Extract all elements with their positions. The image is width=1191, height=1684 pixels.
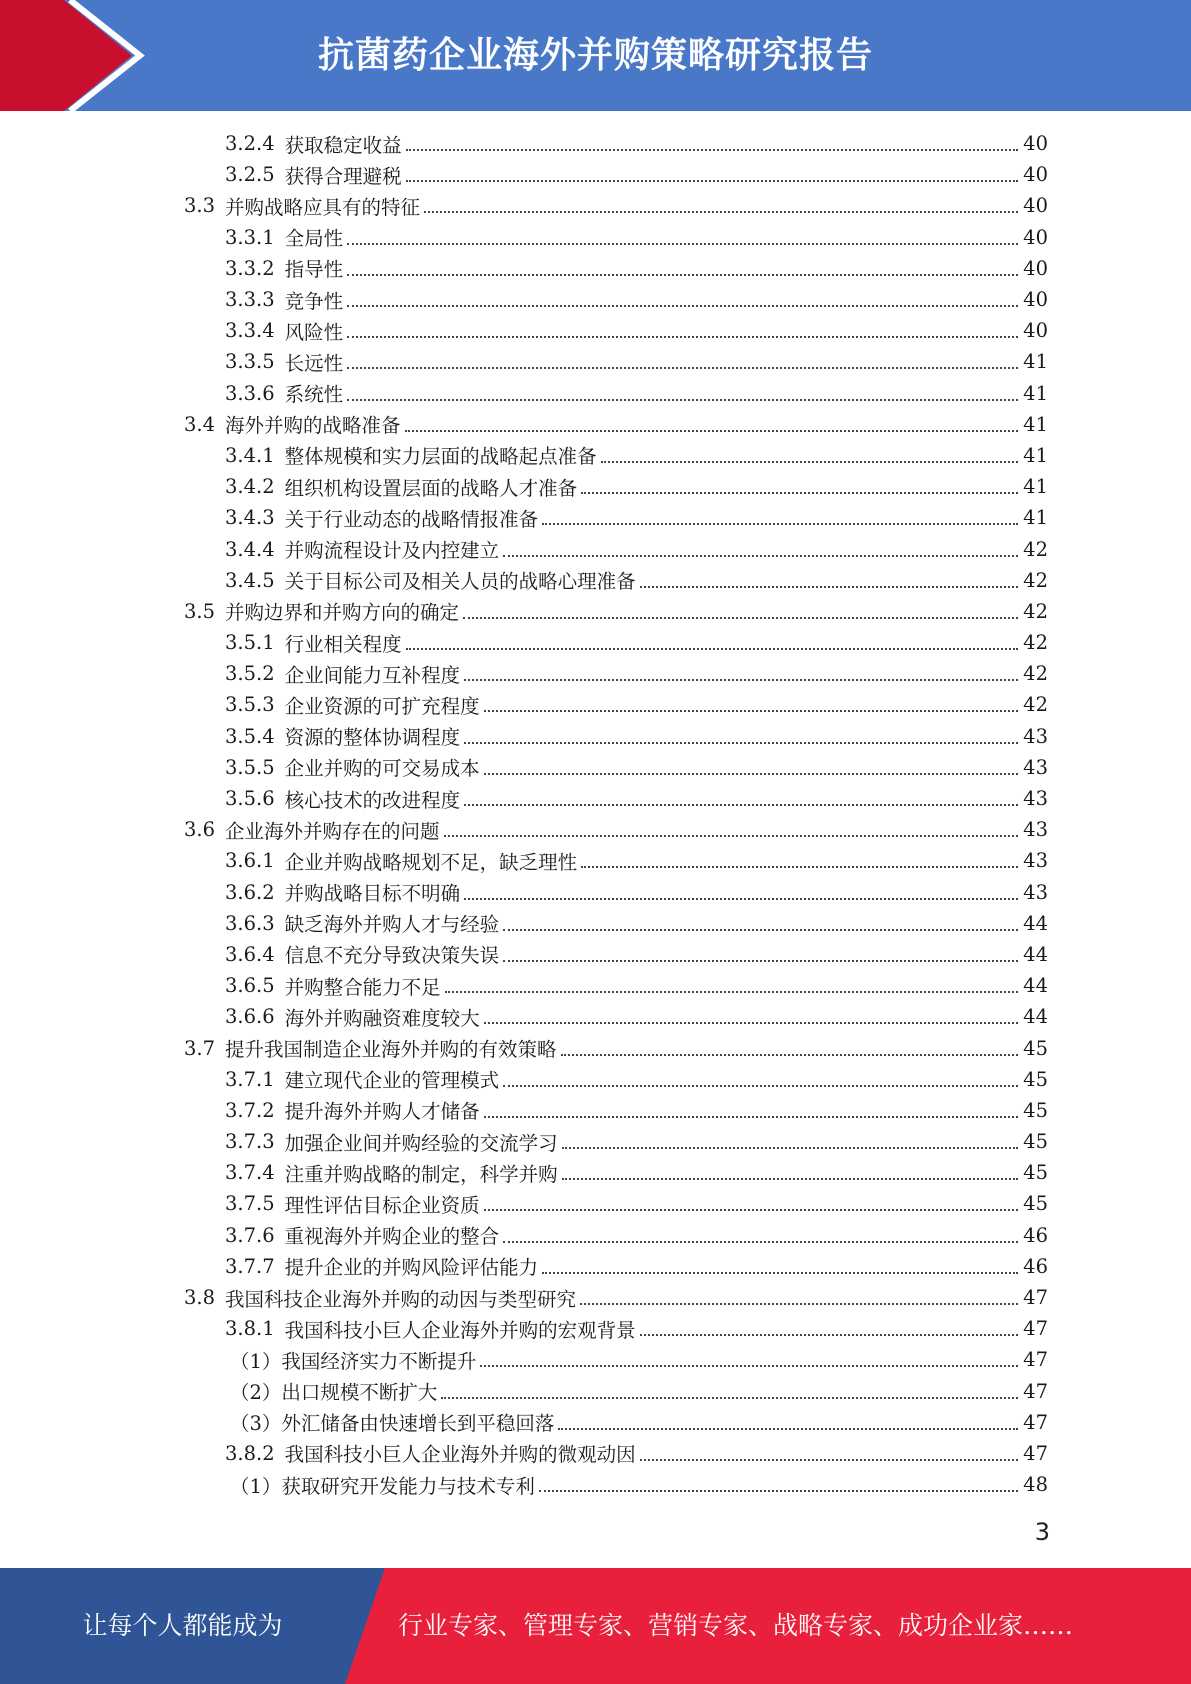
toc-entry-title: 信息不充分导致决策失误 [284, 944, 500, 968]
toc-entry-page: 45 [1023, 1067, 1048, 1091]
toc-dot-leader [503, 928, 1018, 931]
toc-entry-number: 3.6.6 [225, 1005, 275, 1029]
toc-entry-page: 43 [1023, 724, 1048, 748]
toc-dot-leader [406, 179, 1018, 182]
toc-entry[interactable] [0, 565, 1191, 596]
toc-entry-page: 41 [1023, 381, 1048, 405]
toc-dot-leader [601, 460, 1018, 463]
toc-entry-number: 3.5.4 [225, 724, 275, 748]
toc-entry-number: 3.7.6 [225, 1223, 275, 1247]
toc-dot-leader [464, 678, 1018, 681]
footer-slogan-right: 行业专家、管理专家、营销专家、战略专家、成功企业家…… [398, 1611, 1074, 1640]
toc-entry[interactable] [0, 440, 1191, 471]
toc-dot-leader [558, 1427, 1018, 1430]
toc-entry-number: 3.3.6 [225, 381, 275, 405]
toc-entry-number: 3.4.5 [225, 568, 275, 592]
toc-entry-page: 41 [1023, 475, 1048, 499]
toc-entry-page: 41 [1023, 412, 1048, 436]
toc-entry-page: 46 [1023, 1254, 1048, 1278]
toc-entry-number: 3.7.2 [225, 1098, 275, 1122]
toc-entry[interactable] [0, 721, 1191, 752]
toc-entry[interactable] [0, 253, 1191, 284]
toc-entry-number: 3.8.2 [225, 1441, 275, 1465]
footer-slogan-left: 让每个人都能成为 [82, 1611, 283, 1640]
toc-entry[interactable] [0, 378, 1191, 409]
toc-dot-leader [640, 1333, 1018, 1336]
toc-entry[interactable] [0, 627, 1191, 658]
toc-entry-number: 3.7 [184, 1036, 216, 1060]
toc-entry-title: 企业间能力互补程度 [284, 663, 461, 687]
toc-entry-page: 44 [1023, 1005, 1048, 1029]
toc-dot-leader [503, 1240, 1018, 1243]
toc-entry-page: 40 [1023, 163, 1048, 187]
toc-entry-number: 3.5.3 [225, 693, 275, 717]
toc-dot-leader [406, 647, 1018, 650]
toc-entry-number: 3.4.4 [225, 537, 275, 561]
toc-entry-number: （3） [230, 1412, 282, 1436]
toc-entry-title: 指导性 [284, 258, 344, 282]
toc-entry-title: 核心技术的改进程度 [284, 788, 461, 812]
toc-dot-leader [347, 273, 1018, 276]
toc-entry-title: 提升我国制造企业海外并购的有效策略 [225, 1038, 557, 1062]
toc-entry[interactable] [0, 877, 1191, 908]
toc-entry-page: 45 [1023, 1130, 1048, 1154]
toc-entry-title: 缺乏海外并购人才与经验 [284, 913, 500, 937]
toc-entry[interactable] [0, 1220, 1191, 1251]
toc-entry-page: 47 [1023, 1410, 1048, 1434]
toc-entry-number: 3.5.5 [225, 755, 275, 779]
toc-entry-number: 3.4.3 [225, 506, 275, 530]
toc-dot-leader [542, 522, 1018, 525]
toc-entry[interactable] [0, 315, 1191, 346]
toc-entry-title: 并购边界和并购方向的确定 [225, 601, 460, 625]
toc-entry-number: 3.2.4 [225, 132, 275, 156]
toc-dot-leader [464, 741, 1018, 744]
toc-entry-page: 43 [1023, 880, 1048, 904]
toc-entry-title: 企业资源的可扩充程度 [284, 694, 480, 718]
toc-entry[interactable] [0, 1095, 1191, 1126]
toc-entry-number: 3.5.1 [225, 631, 275, 655]
toc-entry[interactable] [0, 845, 1191, 876]
toc-entry-number: （1） [230, 1349, 282, 1373]
toc-entry-page: 45 [1023, 1161, 1048, 1185]
toc-entry-page: 43 [1023, 849, 1048, 873]
toc-entry-number: 3.7.1 [225, 1067, 275, 1091]
toc-entry-title: 外汇储备由快速增长到平稳回落 [281, 1412, 555, 1436]
toc-entry[interactable] [0, 1469, 1191, 1500]
toc-entry-title: 理性评估目标企业资质 [284, 1193, 480, 1217]
toc-entry-page: 47 [1023, 1317, 1048, 1341]
toc-entry-page: 42 [1023, 599, 1048, 623]
toc-dot-leader [480, 1364, 1018, 1367]
toc-entry-page: 42 [1023, 662, 1048, 686]
toc-entry-number: 3.3.2 [225, 256, 275, 280]
toc-entry-number: 3.3.1 [225, 225, 275, 249]
toc-dot-leader [484, 709, 1018, 712]
toc-dot-leader [503, 959, 1018, 962]
toc-dot-leader [581, 491, 1018, 494]
toc-entry-number: 3.6.2 [225, 880, 275, 904]
toc-entry[interactable] [0, 1157, 1191, 1188]
toc-entry-page: 40 [1023, 132, 1048, 156]
toc-entry[interactable] [0, 471, 1191, 502]
toc-entry[interactable] [0, 814, 1191, 845]
toc-entry-number: 3.7.4 [225, 1161, 275, 1185]
toc-entry-page: 48 [1023, 1473, 1048, 1497]
toc-dot-leader [347, 398, 1018, 401]
page-header [0, 0, 1191, 111]
toc-entry[interactable] [0, 1251, 1191, 1282]
toc-dot-leader [503, 1084, 1018, 1087]
toc-dot-leader [484, 1021, 1018, 1024]
toc-entry-page: 40 [1023, 288, 1048, 312]
report-title: 抗菌药企业海外并购策略研究报告 [317, 35, 873, 76]
toc-entry-title: 我国科技企业海外并购的动因与类型研究 [225, 1287, 577, 1311]
toc-entry[interactable] [0, 1032, 1191, 1063]
toc-entry-page: 46 [1023, 1223, 1048, 1247]
toc-entry-page: 47 [1023, 1441, 1048, 1465]
toc-entry-page: 43 [1023, 755, 1048, 779]
toc-entry-number: 3.4.2 [225, 475, 275, 499]
toc-dot-leader [562, 1146, 1018, 1149]
toc-entry-title: 出口规模不断扩大 [281, 1381, 438, 1405]
toc-entry-title: 并购战略目标不明确 [284, 882, 461, 906]
toc-entry-page: 41 [1023, 350, 1048, 374]
toc-entry-number: 3.8.1 [225, 1317, 275, 1341]
toc-dot-leader [406, 148, 1018, 151]
toc-entry-title: 并购整合能力不足 [284, 975, 441, 999]
toc-dot-leader [347, 335, 1018, 338]
toc-entry[interactable] [0, 502, 1191, 533]
toc-entry-title: 长远性 [284, 351, 344, 375]
toc-entry-title: 关于行业动态的战略情报准备 [284, 507, 539, 531]
toc-dot-leader [580, 1302, 1018, 1305]
toc-entry-title: 关于目标公司及相关人员的战略心理准备 [284, 570, 636, 594]
toc-entry-number: 3.3 [184, 194, 216, 218]
toc-dot-leader [542, 1271, 1018, 1274]
toc-dot-leader [464, 803, 1018, 806]
toc-entry[interactable] [0, 783, 1191, 814]
toc-entry-number: 3.7.5 [225, 1192, 275, 1216]
toc-entry-page: 45 [1023, 1098, 1048, 1122]
toc-entry-number: 3.6.1 [225, 849, 275, 873]
toc-dot-leader [347, 366, 1018, 369]
toc-entry-page: 40 [1023, 225, 1048, 249]
toc-dot-leader [581, 865, 1018, 868]
toc-dot-leader [463, 616, 1018, 619]
toc-dot-leader [539, 1489, 1018, 1492]
toc-entry-number: 3.6.5 [225, 974, 275, 998]
toc-entry-page: 44 [1023, 974, 1048, 998]
toc-dot-leader [484, 772, 1018, 775]
toc-dot-leader [445, 990, 1018, 993]
toc-entry-title: 并购战略应具有的特征 [225, 195, 421, 219]
toc-entry-title: 企业并购的可交易成本 [284, 757, 480, 781]
toc-entry-page: 47 [1023, 1379, 1048, 1403]
toc-entry-page: 42 [1023, 631, 1048, 655]
toc-dot-leader [347, 242, 1018, 245]
toc-entry[interactable] [0, 222, 1191, 253]
table-of-contents [0, 128, 1191, 1500]
toc-entry-number: 3.4.1 [225, 443, 275, 467]
toc-dot-leader [405, 429, 1018, 432]
toc-entry-title: 竞争性 [284, 289, 344, 313]
toc-dot-leader [424, 210, 1018, 213]
toc-entry-page: 42 [1023, 693, 1048, 717]
toc-entry[interactable] [0, 284, 1191, 315]
toc-entry[interactable] [0, 689, 1191, 720]
toc-entry-title: 整体规模和实力层面的战略起点准备 [284, 445, 597, 469]
toc-entry[interactable] [0, 596, 1191, 627]
toc-entry-title: 海外并购融资难度较大 [284, 1006, 480, 1030]
page-footer [0, 1568, 1191, 1684]
toc-dot-leader [561, 1053, 1018, 1056]
toc-entry-number: 3.7.3 [225, 1130, 275, 1154]
toc-entry-title: 获得合理避税 [284, 164, 402, 188]
toc-entry-number: 3.6.3 [225, 911, 275, 935]
toc-entry-title: 获取稳定收益 [284, 133, 402, 157]
page-number: 3 [1034, 1518, 1050, 1546]
toc-entry-title: 重视海外并购企业的整合 [284, 1225, 500, 1249]
toc-entry-number: 3.5.2 [225, 662, 275, 686]
toc-entry-number: 3.6 [184, 818, 216, 842]
toc-entry[interactable] [0, 1344, 1191, 1375]
toc-dot-leader [484, 1208, 1018, 1211]
toc-entry-page: 44 [1023, 942, 1048, 966]
toc-entry[interactable] [0, 1126, 1191, 1157]
toc-entry[interactable] [0, 190, 1191, 221]
toc-entry-title: 建立现代企业的管理模式 [284, 1069, 500, 1093]
toc-entry-page: 40 [1023, 319, 1048, 343]
toc-entry-number: 3.6.4 [225, 942, 275, 966]
toc-entry-page: 40 [1023, 194, 1048, 218]
toc-entry[interactable] [0, 1313, 1191, 1344]
toc-entry[interactable] [0, 1001, 1191, 1032]
toc-dot-leader [562, 1177, 1018, 1180]
toc-entry-page: 45 [1023, 1192, 1048, 1216]
toc-entry[interactable] [0, 1188, 1191, 1219]
toc-entry[interactable] [0, 1438, 1191, 1469]
toc-entry-page: 40 [1023, 256, 1048, 280]
toc-entry-number: 3.5.6 [225, 787, 275, 811]
toc-entry-page: 44 [1023, 911, 1048, 935]
toc-entry[interactable] [0, 1282, 1191, 1313]
toc-entry-title: 系统性 [284, 383, 344, 407]
toc-entry-page: 42 [1023, 537, 1048, 561]
toc-dot-leader [503, 554, 1018, 557]
toc-entry-title: 组织机构设置层面的战略人才准备 [284, 476, 578, 500]
toc-entry-title: 风险性 [284, 320, 344, 344]
toc-entry[interactable] [0, 908, 1191, 939]
toc-entry[interactable] [0, 752, 1191, 783]
toc-entry-title: 海外并购的战略准备 [225, 414, 401, 438]
toc-entry-number: 3.8 [184, 1286, 216, 1310]
toc-entry-number: 3.3.5 [225, 350, 275, 374]
toc-entry-number: 3.2.5 [225, 163, 275, 187]
toc-entry-number: 3.7.7 [225, 1254, 275, 1278]
toc-entry-title: 注重并购战略的制定，科学并购 [284, 1162, 558, 1186]
toc-entry-title: 企业并购战略规划不足，缺乏理性 [284, 850, 578, 874]
toc-entry[interactable] [0, 128, 1191, 159]
toc-entry-page: 47 [1023, 1348, 1048, 1372]
toc-entry-page: 41 [1023, 506, 1048, 530]
toc-entry[interactable] [0, 533, 1191, 564]
toc-entry[interactable] [0, 346, 1191, 377]
toc-entry-page: 43 [1023, 818, 1048, 842]
toc-entry-title: 提升企业的并购风险评估能力 [284, 1256, 539, 1280]
toc-entry-title: 行业相关程度 [284, 632, 402, 656]
toc-dot-leader [640, 1458, 1018, 1461]
toc-entry-page: 42 [1023, 568, 1048, 592]
toc-entry[interactable] [0, 970, 1191, 1001]
toc-entry-number: 3.3.3 [225, 288, 275, 312]
toc-entry[interactable] [0, 159, 1191, 190]
toc-entry-title: 我国科技小巨人企业海外并购的宏观背景 [284, 1318, 636, 1342]
toc-entry-title: 全局性 [284, 227, 344, 251]
toc-dot-leader [347, 304, 1018, 307]
toc-entry-title: 资源的整体协调程度 [284, 726, 461, 750]
toc-dot-leader [640, 585, 1018, 588]
toc-entry[interactable] [0, 939, 1191, 970]
toc-entry[interactable] [0, 1407, 1191, 1438]
toc-entry-page: 43 [1023, 787, 1048, 811]
toc-dot-leader [484, 1115, 1018, 1118]
toc-entry-title: 并购流程设计及内控建立 [284, 539, 500, 563]
toc-entry-title: 提升海外并购人才储备 [284, 1100, 480, 1124]
toc-dot-leader [464, 897, 1018, 900]
toc-entry-number: （1） [230, 1474, 282, 1498]
toc-entry-title: 我国科技小巨人企业海外并购的微观动因 [284, 1443, 636, 1467]
toc-entry-title: 获取研究开发能力与技术专利 [281, 1474, 535, 1498]
toc-dot-leader [444, 834, 1018, 837]
toc-entry-page: 47 [1023, 1286, 1048, 1310]
toc-dot-leader [441, 1396, 1018, 1399]
toc-entry[interactable] [0, 409, 1191, 440]
toc-entry[interactable] [0, 658, 1191, 689]
toc-entry-number: 3.3.4 [225, 319, 275, 343]
toc-entry[interactable] [0, 1376, 1191, 1407]
toc-entry-number: （2） [230, 1381, 282, 1405]
toc-entry-title: 企业海外并购存在的问题 [225, 819, 440, 843]
toc-entry-title: 加强企业间并购经验的交流学习 [284, 1131, 558, 1155]
toc-entry[interactable] [0, 1064, 1191, 1095]
toc-entry-page: 45 [1023, 1036, 1048, 1060]
toc-entry-number: 3.4 [184, 412, 216, 436]
toc-entry-title: 我国经济实力不断提升 [281, 1349, 477, 1373]
toc-entry-number: 3.5 [184, 599, 216, 623]
toc-entry-page: 41 [1023, 443, 1048, 467]
